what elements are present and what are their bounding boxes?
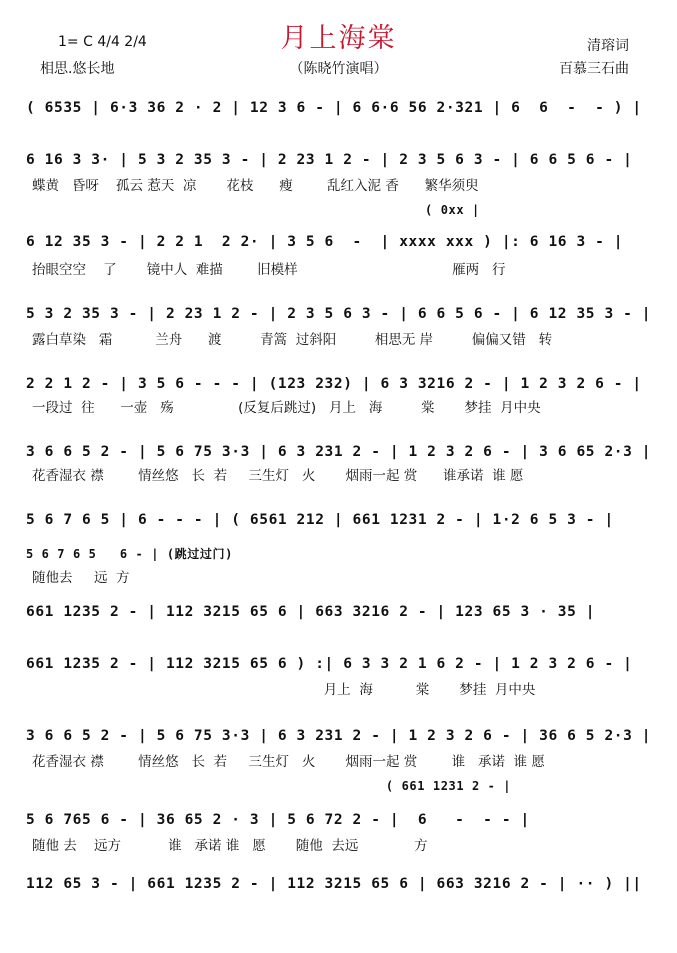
score-line-10-lyrics: 花香湿衣 襟 情丝悠 长 若 三生灯 火 烟雨一起 赏 谁 承诺 谁 愿 bbox=[32, 754, 545, 770]
song-title: 月上海棠 bbox=[280, 23, 397, 54]
score-line-2-notes: 6 16 3 3· | 5 3 2 35 3 - | 2 23 1 2 - | 2 3 5 6 3 - | 6 6 5 6 - | bbox=[26, 152, 633, 168]
score-line-5-lyrics: 一段过 往 一壶 殇 (反复后跳过) 月上 海 棠 梦挂 月中央 bbox=[32, 400, 541, 416]
score-line-10b-notes: ( 661 1231 2 - | bbox=[26, 779, 512, 793]
score-line-4-lyrics: 露白草染 霜 兰舟 渡 青篙 过斜阳 相思无 岸 偏偏又错 转 bbox=[32, 332, 553, 348]
expression-mark: 相思.悠长地 bbox=[40, 61, 115, 77]
singer-credit: （陈晓竹演唱） bbox=[289, 61, 388, 77]
composer-credit: 百慕三石曲 bbox=[559, 61, 629, 77]
score-line-7b-notes: 5 6 7 6 5 6 - | (跳过过门) bbox=[26, 547, 233, 561]
score-line-9-lyrics: 月上 海 棠 梦挂 月中央 bbox=[32, 682, 536, 698]
score-line-12-notes: 112 65 3 - | 661 1235 2 - | 112 3215 65 6 | 663 3216 2 - | ·· ) || bbox=[26, 876, 642, 892]
score-line-4-notes: 5 3 2 35 3 - | 2 23 1 2 - | 2 3 5 6 3 - | 6 6 5 6 - | 6 12 35 3 - | bbox=[26, 306, 651, 322]
score-line-2b-notes: ( 0xx | bbox=[26, 203, 480, 217]
score-line-5-notes: 2 2 1 2 - | 3 5 6 - - - | (123 232) | 6 3 3216 2 - | 1 2 3 2 6 - | bbox=[26, 376, 642, 392]
score-line-7b-lyrics: 随他去 远 方 bbox=[32, 570, 130, 586]
score-line-2-lyrics: 蝶黄 昏呀 孤云 惹天 凉 花枝 瘦 乱红入泥 香 繁华须臾 bbox=[32, 178, 479, 194]
key-signature: 1= C 4/4 2/4 bbox=[58, 34, 147, 50]
score-line-3-notes: 6 12 35 3 - | 2 2 1 2 2· | 3 5 6 - | xxxx xxx ) |: 6 16 3 - | bbox=[26, 234, 624, 250]
score-line-1-notes: ( 6535 | 6·3 36 2 · 2 | 12 3 6 - | 6 6·6 56 2·321 | 6 6 - - ) | bbox=[26, 100, 642, 116]
score-header bbox=[0, 0, 677, 90]
score-line-8-notes: 661 1235 2 - | 112 3215 65 6 | 663 3216 2 - | 123 65 3 · 35 | bbox=[26, 604, 596, 620]
lyricist-credit: 清瑢词 bbox=[587, 38, 629, 54]
score-line-11-lyrics: 随他 去 远方 谁 承诺 谁 愿 随他 去远 方 bbox=[32, 838, 428, 854]
score-line-11-notes: 5 6 765 6 - | 36 65 2 · 3 | 5 6 72 2 - | 6 - - - | bbox=[26, 812, 530, 828]
score-line-7-notes: 5 6 7 6 5 | 6 - - - | ( 6561 212 | 661 1231 2 - | 1·2 6 5 3 - | bbox=[26, 512, 614, 528]
score-line-10-notes: 3 6 6 5 2 - | 5 6 75 3·3 | 6 3 231 2 - | 1 2 3 2 6 - | 36 6 5 2·3 | bbox=[26, 728, 651, 744]
score-line-6-notes: 3 6 6 5 2 - | 5 6 75 3·3 | 6 3 231 2 - | 1 2 3 2 6 - | 3 6 65 2·3 | bbox=[26, 444, 651, 460]
score-line-9-notes: 661 1235 2 - | 112 3215 65 6 ) :| 6 3 3 2 1 6 2 - | 1 2 3 2 6 - | bbox=[26, 656, 633, 672]
score-line-6-lyrics: 花香湿衣 襟 情丝悠 长 若 三生灯 火 烟雨一起 赏 谁承诺 谁 愿 bbox=[32, 468, 524, 484]
score-line-3-lyrics: 抬眼空空 了 镜中人 难描 旧模样 雁两 行 bbox=[32, 262, 506, 278]
